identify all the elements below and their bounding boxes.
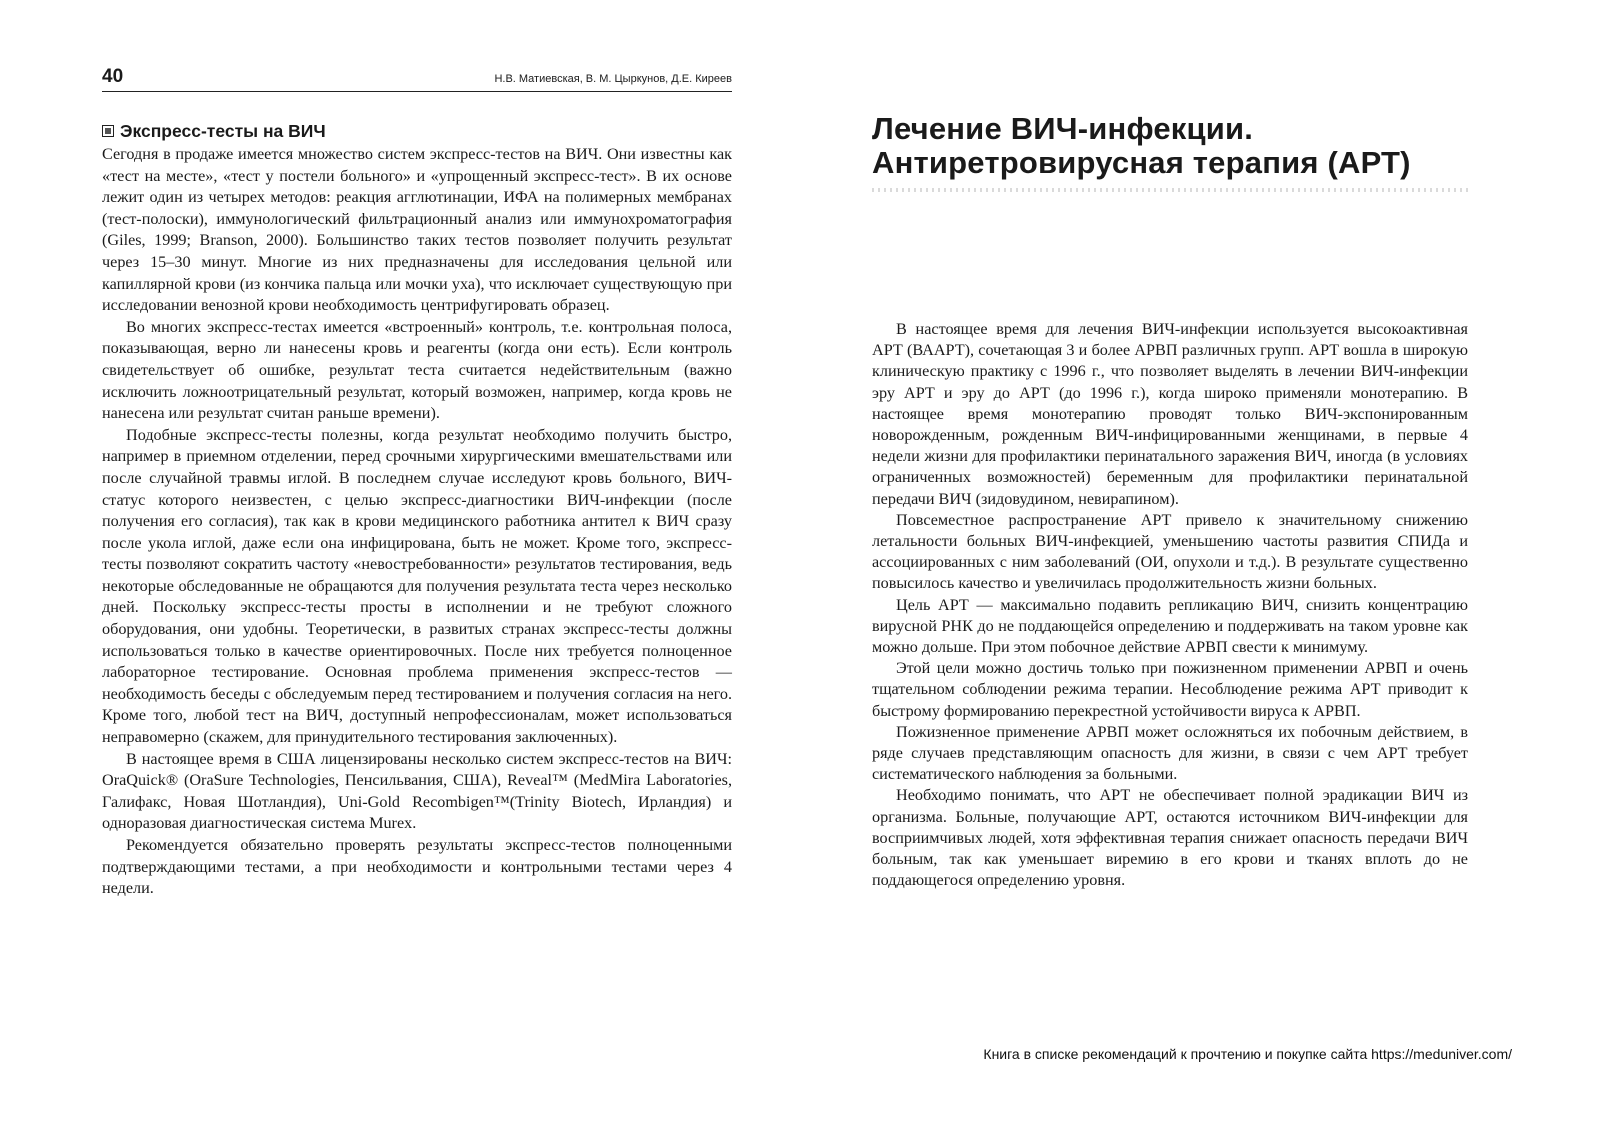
right-paragraph-2: Повсеместное распространение АРТ привело к значительному снижению летальности больных ВИЧ-инфекцией, уменьшению частоты развития СПИДа и ассоциированных с ним заболеваний (ОИ, опухоли и т.д.). В результате существенно повысилось качество и увеличилась продолжительность жизни больных.: [872, 510, 1468, 593]
right-page: [872, 111, 1468, 890]
right-paragraph-1: В настоящее время для лечения ВИЧ-инфекции используется высокоактивная АРТ (ВААРТ), сочетающая 3 и более АРВП различных групп. АРТ вошла в широкую клиническую практику с 1996 г., что позволяет выделять в лечении ВИЧ-инфекции эру АРТ и эру до АРТ (до 1996 г.), когда широко применяли монотерапию. В настоящее время монотерапию проводят только ВИЧ-экспонированным новорожденным, рожденным ВИЧ-инфицированными женщинами, в первые 4 недели жизни для профилактики перинатального заражения ВИЧ, иногда (в условиях ограниченных возможностей) беременным для профилактики перинатальной передачи ВИЧ (зидовудином, невирапином).: [872, 320, 1468, 508]
left-paragraph-2: Во многих экспресс-тестах имеется «встроенный» контроль, т.е. контрольная полоса, показывающая, верно ли нанесены кровь и реагенты (когда они есть). Если контроль свидетельствует об ошибке, результат теста считается недействительным (важно исключить ложноотрицательный результат, который возможен, например, когда кровь не нанесена или результат считан раньше времени).: [102, 317, 732, 423]
right-paragraph-5: Пожизненное применение АРВП может осложняться их побочным действием, в ряде случаев представляющим опасность для жизни, в связи с чем АРТ требует систематического наблюдения за больными.: [872, 722, 1468, 784]
section-title: Экспресс-тесты на ВИЧ: [120, 121, 326, 141]
header-authors: Н.В. Матиевская, В. М. Цыркунов, Д.Е. Киреев: [494, 73, 732, 85]
left-paragraph-3: Подобные экспресс-тесты полезны, когда результат необходимо получить быстро, например в приемном отделении, перед срочными хирургическими вмешательствами или после случайной травмы иглой. В последнем случае исследуют кровь больного, ВИЧ-статус которого неизвестен, с целью экспресс-диагностики ВИЧ-инфекции (после получения его согласия), так как в крови медицинского работника антител к ВИЧ сразу после укола иглой, даже если она инфицирована, быть не может. Кроме того, экспресс-тесты позволяют сократить частоту «невостребованности» результатов тестирования, ведь некоторые обследованные не обращаются для получения результата теста через несколько дней. Поскольку экспресс-тесты просты в исполнении и не требуют сложного оборудования, они удобны. Теоретически, в развитых странах экспресс-тесты должны использоваться только в качестве ориентировочных. После них требуется полноценное лабораторное тестирование. Основная проблема применения экспресс-тестов — необходимость беседы с обследуемым перед тестированием и получения согласия на него. Кроме того, любой тест на ВИЧ, доступный непрофессионалам, может использоваться неправомерно (скажем, для принудительного тестирования заключенных).: [102, 425, 732, 747]
right-paragraph-6: Необходимо понимать, что АРТ не обеспечивает полной эрадикации ВИЧ из организма. Больные, получающие АРТ, остаются источником ВИЧ-инфекции для восприимчивых людей, хотя эффективная терапия снижает опасность передачи ВИЧ больным, так как уменьшает виремию в его крови и тканях вплоть до не поддающегося определению уровня.: [872, 786, 1468, 890]
left-paragraph-4: В настоящее время в США лицензированы несколько систем экспресс-тестов на ВИЧ: OraQuick® (OraSure Technologies, Пенсильвания, США), Reveal™ (MedMira Laboratories, Галифакс, Новая Шотландия), Uni-Gold Recombigen™(Trinity Biotech, Ирландия) и одноразовая диагностическая система Murex.: [102, 749, 732, 833]
left-paragraph-5: Рекомендуется обязательно проверять результаты экспресс-тестов полноценными подтверждающими тестами, а при необходимости и контрольными тестами через 4 недели.: [102, 836, 732, 898]
section-box-icon: [102, 125, 114, 137]
chapter-title-line-1: Лечение ВИЧ-инфекции.: [872, 111, 1254, 146]
right-paragraph-3: Цель АРТ — максимально подавить репликацию ВИЧ, снизить концентрацию вирусной РНК до не поддающейся определению и поддерживать на таком уровне как можно дольше. При этом побочное действие АРВП свести к минимуму.: [872, 595, 1468, 657]
right-paragraph-4: Этой цели можно достичь только при пожизненном применении АРВП и очень тщательном соблюдении режима терапии. Несоблюдение режима АРТ приводит к быстрому формированию перекрестной устойчивости вируса к АРВП.: [872, 659, 1468, 720]
footer-note: Книга в списке рекомендаций к прочтению и покупке сайта https://meduniver.com/: [983, 1046, 1512, 1062]
running-header: [102, 60, 732, 92]
page-number: 40: [102, 66, 124, 87]
left-paragraph-1: Сегодня в продаже имеется множество систем экспресс-тестов на ВИЧ. Они известны как «тест на месте», «тест у постели больного» и «упрощенный экспресс-тест». В их основе лежит один из четырех методов: реакция агглютинации, ИФА на полимерных мембранах (тест-полоски), иммунологический фильтрационный анализ или иммунохроматография (Giles, 1999; Branson, 2000). Большинство таких тестов позволяет получить результат через 15–30 минут. Многие из них предназначены для исследования цельной или капиллярной крови (из кончика пальца или мочки уха), что исключает существующую при исследовании венозной крови необходимость центрифугировать образец.: [102, 145, 732, 315]
right-body-text: [872, 319, 1468, 891]
section-heading: [102, 120, 732, 142]
title-rule: [872, 188, 1468, 192]
chapter-title: [872, 112, 1468, 180]
chapter-title-line-2: Антиретровирусная терапия (АРТ): [872, 145, 1411, 180]
left-body-text: [102, 144, 732, 900]
left-page: [102, 60, 732, 900]
